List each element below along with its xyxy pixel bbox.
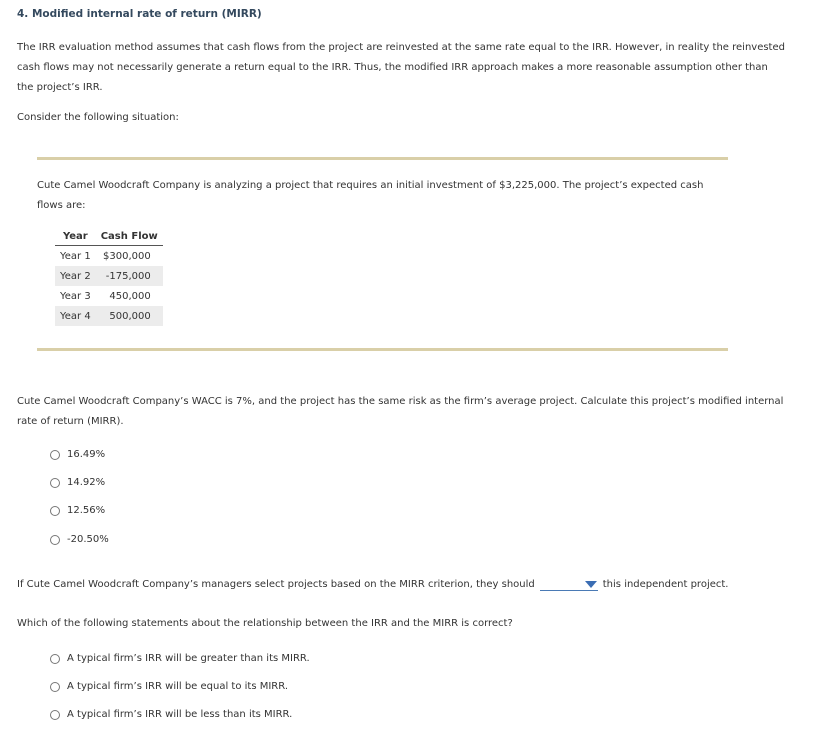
radio-button[interactable] — [50, 682, 60, 692]
scenario-text: Cute Camel Woodcraft Company is analyzing a project that requires an initial investment of $3,225,000. The project’s expected cash flows are: — [37, 180, 704, 211]
mirr-option[interactable] — [50, 505, 105, 516]
cash-flow-cell: 450,000 — [109, 290, 151, 302]
irr-mirr-option[interactable] — [50, 681, 288, 692]
chevron-down-icon[interactable] — [585, 581, 597, 588]
irr-mirr-option[interactable] — [50, 709, 292, 720]
decision-sentence — [17, 578, 728, 591]
year-cell: Year 2 — [55, 266, 96, 286]
option-label: 16.49% — [67, 449, 106, 460]
option-label: A typical firm’s IRR will be greater than its MIRR. — [67, 653, 310, 664]
year-cell: Year 3 — [60, 290, 91, 302]
sentence-before: If Cute Camel Woodcraft Company’s managers select projects based on the MIRR criterion, they should — [17, 579, 535, 590]
option-label: -20.50% — [67, 534, 109, 545]
table-row — [55, 246, 163, 267]
option-label: 14.92% — [67, 477, 106, 488]
radio-button[interactable] — [50, 478, 60, 488]
irr-mirr-question: Which of the following statements about the relationship between the IRR and the MIRR is correct? — [17, 618, 513, 629]
mirr-option[interactable] — [50, 477, 105, 488]
option-label: A typical firm’s IRR will be less than its MIRR. — [67, 709, 293, 720]
table-row — [55, 286, 163, 306]
option-label: A typical firm’s IRR will be equal to its MIRR. — [67, 681, 289, 692]
cash-flow-cell: -175,000 — [96, 266, 163, 286]
sentence-after: this independent project. — [602, 579, 729, 590]
radio-button[interactable] — [50, 506, 60, 516]
radio-button[interactable] — [50, 710, 60, 720]
year-cell: Year 4 — [55, 306, 96, 326]
radio-button[interactable] — [50, 535, 60, 545]
option-label: 12.56% — [67, 505, 106, 516]
cash-flow-cell: 500,000 — [96, 306, 163, 326]
mirr-question: Cute Camel Woodcraft Company’s WACC is 7%, and the project has the same risk as the firm’s average project. Calculate this project’s modified internal rate of return (MIRR). — [17, 396, 784, 427]
cash-flow-cell: $300,000 — [103, 250, 151, 262]
radio-button[interactable] — [50, 654, 60, 664]
consider-text: Consider the following situation: — [17, 112, 179, 123]
box-top-rule — [37, 157, 728, 160]
mirr-option[interactable] — [50, 449, 105, 460]
table-row — [55, 266, 163, 286]
radio-button[interactable] — [50, 450, 60, 460]
mirr-option[interactable] — [50, 534, 109, 545]
table-row — [55, 306, 163, 326]
year-cell: Year 1 — [60, 250, 91, 262]
cash-flow-table — [55, 229, 163, 326]
irr-mirr-option[interactable] — [50, 653, 310, 664]
decision-dropdown[interactable] — [540, 578, 598, 591]
question-title: 4. Modified internal rate of return (MIRR) — [17, 8, 262, 20]
cash-flow-header: Cash Flow — [96, 229, 163, 246]
year-header: Year — [55, 229, 96, 246]
intro-paragraph: The IRR evaluation method assumes that cash flows from the project are reinvested at the same rate equal to the IRR. However, in reality the reinvested cash flows may not necessarily generate a return equal to the IRR. Thus, the modified IRR approach makes a more reasonable assumption other than the project’s IRR. — [17, 42, 785, 93]
box-bottom-rule — [37, 348, 728, 351]
